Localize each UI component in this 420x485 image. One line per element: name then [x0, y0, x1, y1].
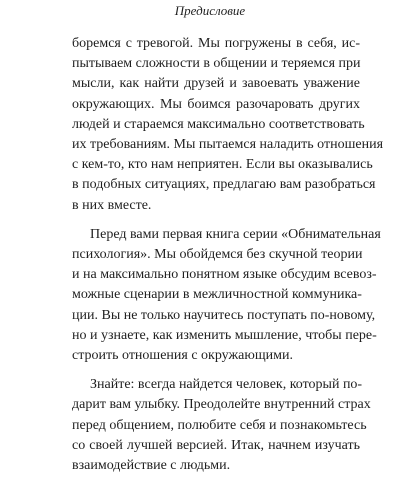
- text-line: дарит вам улыбку. Преодолейте внутренний страх: [72, 397, 371, 413]
- text-line: перед общением, полюбите себя и познакомьтесь: [72, 417, 367, 433]
- text-line: психология». Мы обойдемся без скучной теории: [72, 247, 363, 263]
- text-line: пытываем сложности в общении и теряемся при: [72, 56, 361, 72]
- paragraph-2: [72, 225, 381, 366]
- text-line: взаимодействие с людьми.: [72, 458, 231, 474]
- text-line: Знайте: всегда найдется человек, который по-: [90, 377, 363, 393]
- text-line: с кем-то, кто нам неприятен. Если вы оказывались: [72, 157, 373, 173]
- running-header: Предисловие: [174, 3, 246, 18]
- text-line: мысли, как найти друзей и завоевать уважение: [72, 76, 360, 92]
- text-line: в них вместе.: [72, 197, 152, 213]
- body-text: [72, 34, 384, 485]
- text-line: со своей лучшей версией. Итак, начнем изучать: [72, 437, 360, 453]
- paragraph-1: [72, 34, 384, 216]
- text-line: и на максимально понятном языке обсудим всевоз-: [72, 267, 377, 283]
- text-line: Перед вами первая книга серии «Обнимательная: [90, 226, 381, 242]
- text-line: окружающих. Мы боимся разочаровать других: [72, 96, 360, 112]
- text-line: их требованиям. Мы пытаемся наладить отношения: [72, 137, 384, 153]
- text-line: боремся с тревогой. Мы погружены в себя, ис-: [72, 36, 360, 51]
- text-line: но и узнаете, как изменить мышление, чтобы пере-: [72, 327, 377, 343]
- text-line: строить отношения с окружающими.: [72, 348, 293, 364]
- text-line: можные сценарии в межличностной коммуника-: [72, 287, 362, 303]
- text-line: людей и стараемся максимально соответствовать: [72, 116, 365, 132]
- text-line: в подобных ситуациях, предлагаю вам разобраться: [72, 177, 376, 193]
- text-line: ции. Вы не только научитесь поступать по-новому,: [72, 307, 376, 323]
- paragraph-3: [72, 375, 371, 476]
